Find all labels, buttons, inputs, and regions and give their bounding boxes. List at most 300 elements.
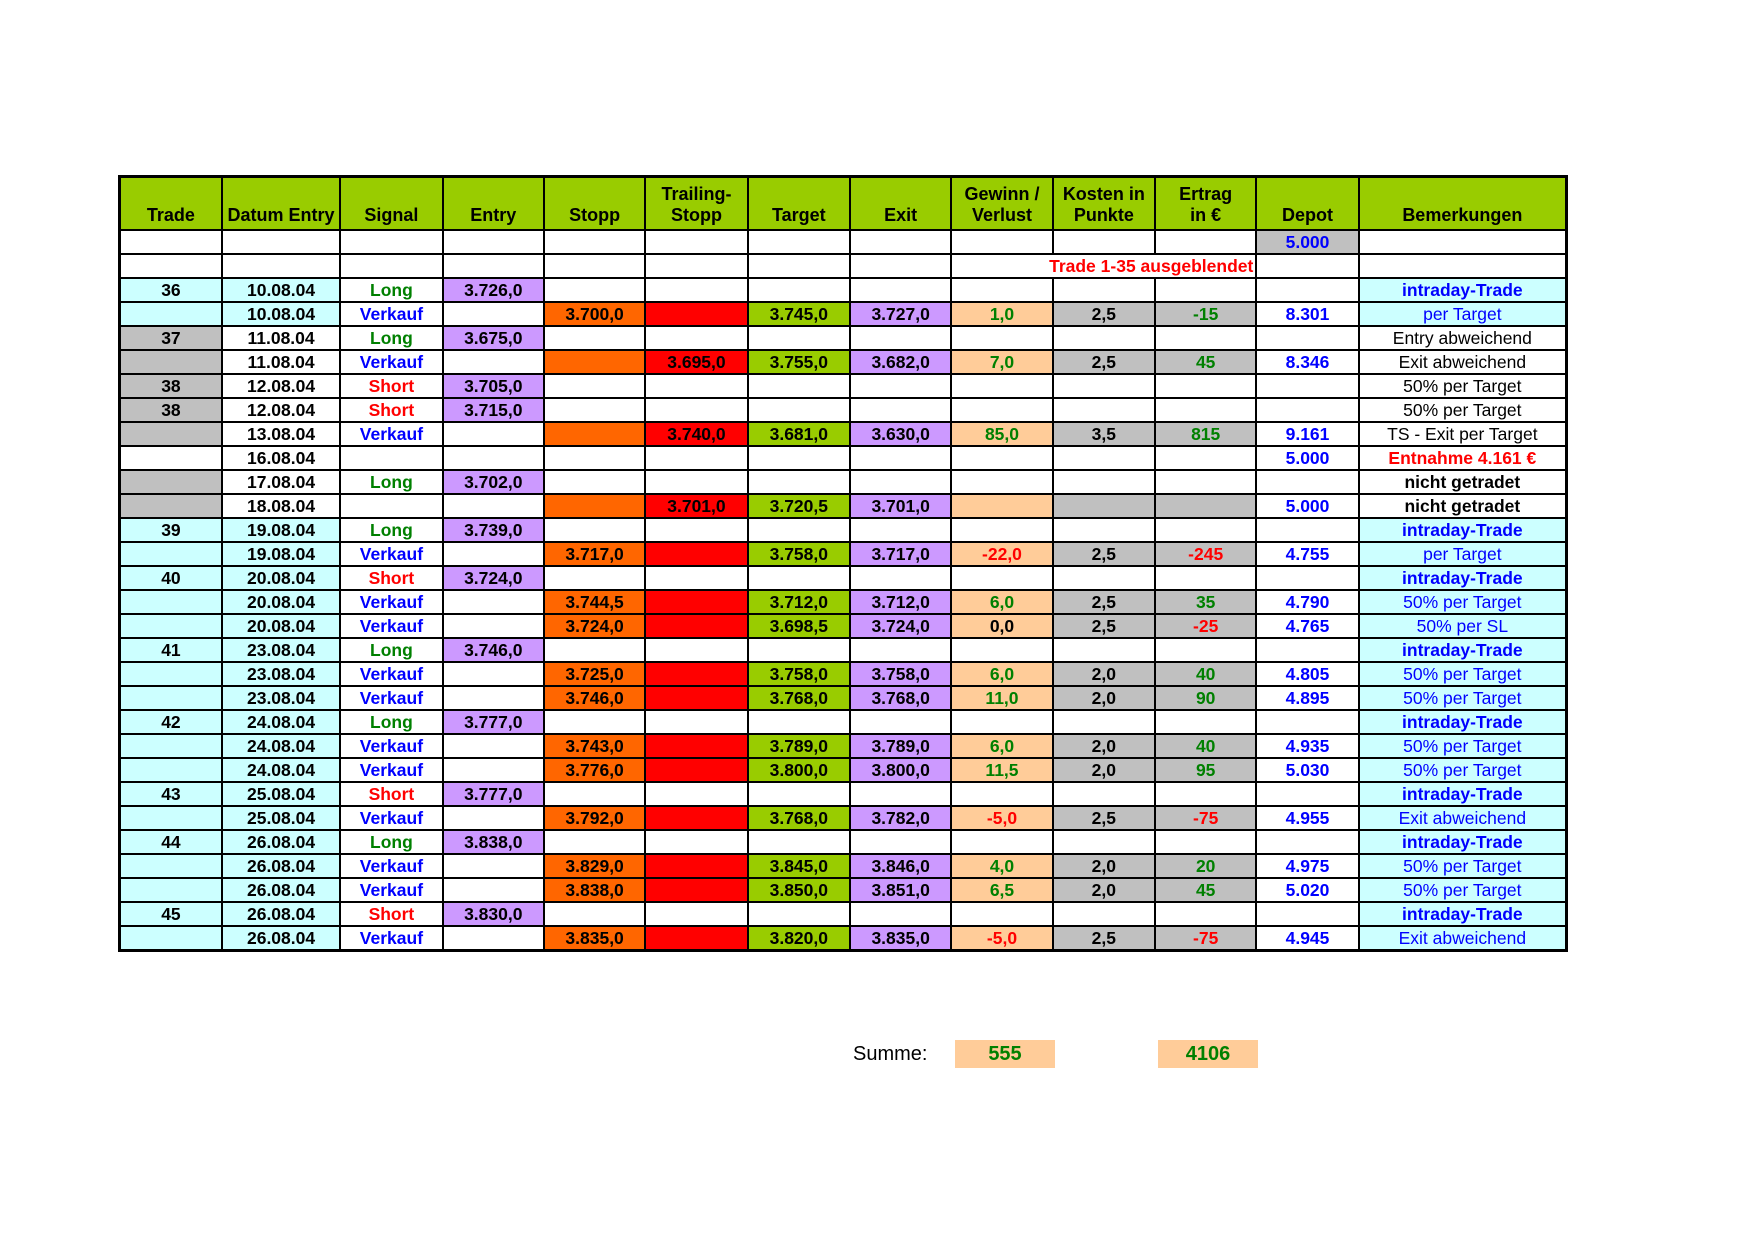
gewinn-verlust-cell[interactable]: -22,0 bbox=[951, 542, 1052, 566]
exit-cell[interactable] bbox=[850, 374, 951, 398]
signal-cell[interactable]: Verkauf bbox=[340, 542, 442, 566]
cell[interactable] bbox=[443, 230, 544, 254]
entry-cell[interactable] bbox=[443, 662, 544, 686]
gewinn-verlust-cell[interactable] bbox=[951, 446, 1052, 470]
exit-cell[interactable]: 3.768,0 bbox=[850, 686, 951, 710]
kosten-cell[interactable] bbox=[1053, 710, 1155, 734]
trade-number-cell[interactable] bbox=[120, 878, 222, 902]
trailing-stopp-cell[interactable]: 3.701,0 bbox=[645, 494, 747, 518]
depot-cell[interactable] bbox=[1256, 374, 1358, 398]
bemerkung-cell[interactable]: Exit abweichend bbox=[1359, 350, 1567, 374]
date-cell[interactable]: 13.08.04 bbox=[222, 422, 340, 446]
trade-number-cell[interactable] bbox=[120, 734, 222, 758]
ertrag-cell[interactable]: 95 bbox=[1155, 758, 1256, 782]
entry-cell[interactable]: 3.838,0 bbox=[443, 830, 544, 854]
ertrag-cell[interactable]: 90 bbox=[1155, 686, 1256, 710]
trailing-stopp-cell[interactable] bbox=[645, 518, 747, 542]
exit-cell[interactable]: 3.724,0 bbox=[850, 614, 951, 638]
kosten-cell[interactable] bbox=[1053, 398, 1155, 422]
depot-cell[interactable] bbox=[1256, 566, 1358, 590]
trade-number-cell[interactable] bbox=[120, 446, 222, 470]
gewinn-verlust-cell[interactable] bbox=[951, 494, 1052, 518]
bemerkung-cell[interactable]: intraday-Trade bbox=[1359, 782, 1567, 806]
date-cell[interactable]: 10.08.04 bbox=[222, 302, 340, 326]
depot-cell[interactable]: 4.975 bbox=[1256, 854, 1358, 878]
stopp-cell[interactable]: 3.700,0 bbox=[544, 302, 645, 326]
cell[interactable] bbox=[340, 230, 442, 254]
date-cell[interactable]: 20.08.04 bbox=[222, 566, 340, 590]
trailing-stopp-cell[interactable] bbox=[645, 758, 747, 782]
depot-cell[interactable]: 4.790 bbox=[1256, 590, 1358, 614]
gewinn-verlust-cell[interactable] bbox=[951, 710, 1052, 734]
cell[interactable] bbox=[645, 230, 747, 254]
bemerkung-cell[interactable]: 50% per Target bbox=[1359, 662, 1567, 686]
signal-cell[interactable]: Verkauf bbox=[340, 854, 442, 878]
signal-cell[interactable]: Verkauf bbox=[340, 422, 442, 446]
stopp-cell[interactable] bbox=[544, 470, 645, 494]
cell[interactable] bbox=[1053, 230, 1155, 254]
gewinn-verlust-cell[interactable] bbox=[951, 326, 1052, 350]
trade-number-cell[interactable] bbox=[120, 614, 222, 638]
kosten-cell[interactable]: 2,5 bbox=[1053, 542, 1155, 566]
depot-cell[interactable]: 5.000 bbox=[1256, 446, 1358, 470]
ertrag-cell[interactable]: -25 bbox=[1155, 614, 1256, 638]
bemerkung-cell[interactable]: nicht getradet bbox=[1359, 494, 1567, 518]
date-cell[interactable]: 12.08.04 bbox=[222, 374, 340, 398]
signal-cell[interactable]: Long bbox=[340, 470, 442, 494]
kosten-cell[interactable] bbox=[1053, 902, 1155, 926]
target-cell[interactable]: 3.758,0 bbox=[748, 662, 850, 686]
depot-cell[interactable] bbox=[1256, 398, 1358, 422]
entry-cell[interactable] bbox=[443, 926, 544, 951]
exit-cell[interactable]: 3.851,0 bbox=[850, 878, 951, 902]
entry-cell[interactable] bbox=[443, 734, 544, 758]
ertrag-cell[interactable] bbox=[1155, 902, 1256, 926]
ertrag-cell[interactable]: 45 bbox=[1155, 350, 1256, 374]
gewinn-verlust-cell[interactable] bbox=[951, 902, 1052, 926]
cell[interactable] bbox=[1359, 230, 1567, 254]
trailing-stopp-cell[interactable] bbox=[645, 590, 747, 614]
trade-number-cell[interactable]: 43 bbox=[120, 782, 222, 806]
trailing-stopp-cell[interactable] bbox=[645, 398, 747, 422]
exit-cell[interactable]: 3.717,0 bbox=[850, 542, 951, 566]
bemerkung-cell[interactable]: Exit abweichend bbox=[1359, 806, 1567, 830]
depot-cell[interactable]: 4.955 bbox=[1256, 806, 1358, 830]
signal-cell[interactable]: Verkauf bbox=[340, 758, 442, 782]
date-cell[interactable]: 23.08.04 bbox=[222, 662, 340, 686]
kosten-cell[interactable] bbox=[1053, 830, 1155, 854]
exit-cell[interactable] bbox=[850, 446, 951, 470]
signal-cell[interactable]: Short bbox=[340, 398, 442, 422]
gewinn-verlust-cell[interactable] bbox=[951, 518, 1052, 542]
signal-cell[interactable] bbox=[340, 446, 442, 470]
bemerkung-cell[interactable]: 50% per Target bbox=[1359, 758, 1567, 782]
bemerkung-cell[interactable]: 50% per Target bbox=[1359, 686, 1567, 710]
signal-cell[interactable]: Verkauf bbox=[340, 806, 442, 830]
date-cell[interactable]: 25.08.04 bbox=[222, 782, 340, 806]
signal-cell[interactable]: Long bbox=[340, 638, 442, 662]
date-cell[interactable]: 10.08.04 bbox=[222, 278, 340, 302]
entry-cell[interactable] bbox=[443, 302, 544, 326]
entry-cell[interactable]: 3.675,0 bbox=[443, 326, 544, 350]
stopp-cell[interactable]: 3.717,0 bbox=[544, 542, 645, 566]
entry-cell[interactable]: 3.724,0 bbox=[443, 566, 544, 590]
target-cell[interactable]: 3.789,0 bbox=[748, 734, 850, 758]
cell[interactable] bbox=[222, 230, 340, 254]
kosten-cell[interactable]: 2,5 bbox=[1053, 614, 1155, 638]
entry-cell[interactable]: 3.705,0 bbox=[443, 374, 544, 398]
stopp-cell[interactable] bbox=[544, 398, 645, 422]
target-cell[interactable]: 3.720,5 bbox=[748, 494, 850, 518]
cell[interactable] bbox=[748, 254, 850, 278]
kosten-cell[interactable] bbox=[1053, 374, 1155, 398]
ertrag-cell[interactable]: 815 bbox=[1155, 422, 1256, 446]
cell[interactable] bbox=[645, 254, 747, 278]
entry-cell[interactable] bbox=[443, 854, 544, 878]
stopp-cell[interactable] bbox=[544, 830, 645, 854]
depot-cell[interactable]: 4.765 bbox=[1256, 614, 1358, 638]
stopp-cell[interactable] bbox=[544, 902, 645, 926]
cell[interactable] bbox=[1256, 254, 1358, 278]
trailing-stopp-cell[interactable] bbox=[645, 854, 747, 878]
header-cell[interactable]: Kosten in Punkte bbox=[1053, 177, 1155, 231]
signal-cell[interactable]: Verkauf bbox=[340, 734, 442, 758]
exit-cell[interactable]: 3.712,0 bbox=[850, 590, 951, 614]
trade-number-cell[interactable] bbox=[120, 350, 222, 374]
exit-cell[interactable]: 3.800,0 bbox=[850, 758, 951, 782]
cell[interactable] bbox=[850, 230, 951, 254]
signal-cell[interactable]: Verkauf bbox=[340, 686, 442, 710]
trailing-stopp-cell[interactable] bbox=[645, 638, 747, 662]
trailing-stopp-cell[interactable] bbox=[645, 926, 747, 951]
bemerkung-cell[interactable]: intraday-Trade bbox=[1359, 518, 1567, 542]
trade-number-cell[interactable] bbox=[120, 470, 222, 494]
trade-number-cell[interactable]: 39 bbox=[120, 518, 222, 542]
signal-cell[interactable]: Verkauf bbox=[340, 614, 442, 638]
kosten-cell[interactable] bbox=[1053, 326, 1155, 350]
date-cell[interactable]: 24.08.04 bbox=[222, 710, 340, 734]
exit-cell[interactable] bbox=[850, 710, 951, 734]
kosten-cell[interactable] bbox=[1053, 566, 1155, 590]
bemerkung-cell[interactable]: 50% per Target bbox=[1359, 398, 1567, 422]
trailing-stopp-cell[interactable] bbox=[645, 470, 747, 494]
signal-cell[interactable]: Verkauf bbox=[340, 926, 442, 951]
gewinn-verlust-cell[interactable] bbox=[951, 566, 1052, 590]
signal-cell[interactable]: Verkauf bbox=[340, 302, 442, 326]
trade-number-cell[interactable]: 38 bbox=[120, 398, 222, 422]
target-cell[interactable] bbox=[748, 374, 850, 398]
depot-cell[interactable]: 5.030 bbox=[1256, 758, 1358, 782]
stopp-cell[interactable] bbox=[544, 710, 645, 734]
gewinn-verlust-cell[interactable]: 1,0 bbox=[951, 302, 1052, 326]
ertrag-cell[interactable]: 35 bbox=[1155, 590, 1256, 614]
header-cell[interactable]: Trade bbox=[120, 177, 222, 231]
date-cell[interactable]: 26.08.04 bbox=[222, 902, 340, 926]
kosten-cell[interactable]: 2,5 bbox=[1053, 806, 1155, 830]
trailing-stopp-cell[interactable] bbox=[645, 830, 747, 854]
ertrag-cell[interactable] bbox=[1155, 374, 1256, 398]
trade-number-cell[interactable]: 42 bbox=[120, 710, 222, 734]
target-cell[interactable]: 3.745,0 bbox=[748, 302, 850, 326]
kosten-cell[interactable]: 3,5 bbox=[1053, 422, 1155, 446]
entry-cell[interactable] bbox=[443, 494, 544, 518]
ertrag-cell[interactable]: -15 bbox=[1155, 302, 1256, 326]
cell[interactable] bbox=[1155, 230, 1256, 254]
bemerkung-cell[interactable]: intraday-Trade bbox=[1359, 566, 1567, 590]
trailing-stopp-cell[interactable] bbox=[645, 614, 747, 638]
kosten-cell[interactable]: 2,0 bbox=[1053, 878, 1155, 902]
cell[interactable] bbox=[120, 230, 222, 254]
depot-cell[interactable] bbox=[1256, 638, 1358, 662]
cell[interactable] bbox=[120, 254, 222, 278]
ertrag-cell[interactable] bbox=[1155, 638, 1256, 662]
gewinn-verlust-cell[interactable] bbox=[951, 782, 1052, 806]
target-cell[interactable] bbox=[748, 830, 850, 854]
exit-cell[interactable] bbox=[850, 518, 951, 542]
exit-cell[interactable] bbox=[850, 638, 951, 662]
header-cell[interactable]: Signal bbox=[340, 177, 442, 231]
exit-cell[interactable] bbox=[850, 902, 951, 926]
target-cell[interactable]: 3.698,5 bbox=[748, 614, 850, 638]
ertrag-cell[interactable]: 20 bbox=[1155, 854, 1256, 878]
ertrag-cell[interactable] bbox=[1155, 470, 1256, 494]
exit-cell[interactable]: 3.835,0 bbox=[850, 926, 951, 951]
depot-cell[interactable]: 4.755 bbox=[1256, 542, 1358, 566]
kosten-cell[interactable]: 2,0 bbox=[1053, 686, 1155, 710]
entry-cell[interactable]: 3.746,0 bbox=[443, 638, 544, 662]
target-cell[interactable] bbox=[748, 326, 850, 350]
kosten-cell[interactable] bbox=[1053, 278, 1155, 302]
header-cell[interactable]: Gewinn / Verlust bbox=[951, 177, 1052, 231]
entry-cell[interactable] bbox=[443, 878, 544, 902]
gewinn-verlust-cell[interactable] bbox=[951, 470, 1052, 494]
cell[interactable] bbox=[340, 254, 442, 278]
signal-cell[interactable]: Verkauf bbox=[340, 350, 442, 374]
date-cell[interactable]: 11.08.04 bbox=[222, 326, 340, 350]
stopp-cell[interactable]: 3.835,0 bbox=[544, 926, 645, 951]
exit-cell[interactable] bbox=[850, 278, 951, 302]
trailing-stopp-cell[interactable] bbox=[645, 302, 747, 326]
kosten-cell[interactable]: 2,0 bbox=[1053, 662, 1155, 686]
gewinn-verlust-cell[interactable]: 6,5 bbox=[951, 878, 1052, 902]
header-cell[interactable]: Exit bbox=[850, 177, 951, 231]
depot-cell[interactable]: 5.020 bbox=[1256, 878, 1358, 902]
gewinn-verlust-cell[interactable]: 0,0 bbox=[951, 614, 1052, 638]
gewinn-verlust-cell[interactable] bbox=[951, 830, 1052, 854]
gewinn-verlust-cell[interactable] bbox=[951, 638, 1052, 662]
date-cell[interactable]: 25.08.04 bbox=[222, 806, 340, 830]
stopp-cell[interactable] bbox=[544, 374, 645, 398]
depot-cell[interactable] bbox=[1256, 470, 1358, 494]
stopp-cell[interactable]: 3.838,0 bbox=[544, 878, 645, 902]
gewinn-verlust-cell[interactable]: 6,0 bbox=[951, 662, 1052, 686]
date-cell[interactable]: 16.08.04 bbox=[222, 446, 340, 470]
target-cell[interactable]: 3.712,0 bbox=[748, 590, 850, 614]
gewinn-verlust-cell[interactable] bbox=[951, 278, 1052, 302]
entry-cell[interactable] bbox=[443, 614, 544, 638]
stopp-cell[interactable]: 3.743,0 bbox=[544, 734, 645, 758]
kosten-cell[interactable] bbox=[1053, 494, 1155, 518]
bemerkung-cell[interactable]: intraday-Trade bbox=[1359, 638, 1567, 662]
header-cell[interactable]: Trailing- Stopp bbox=[645, 177, 747, 231]
trailing-stopp-cell[interactable] bbox=[645, 902, 747, 926]
signal-cell[interactable]: Verkauf bbox=[340, 662, 442, 686]
stopp-cell[interactable]: 3.792,0 bbox=[544, 806, 645, 830]
ertrag-cell[interactable] bbox=[1155, 494, 1256, 518]
cell[interactable] bbox=[748, 230, 850, 254]
stopp-cell[interactable]: 3.776,0 bbox=[544, 758, 645, 782]
entry-cell[interactable]: 3.777,0 bbox=[443, 782, 544, 806]
exit-cell[interactable] bbox=[850, 566, 951, 590]
bemerkung-cell[interactable]: 50% per Target bbox=[1359, 590, 1567, 614]
bemerkung-cell[interactable]: intraday-Trade bbox=[1359, 830, 1567, 854]
depot-cell[interactable]: 4.895 bbox=[1256, 686, 1358, 710]
depot-cell[interactable] bbox=[1256, 518, 1358, 542]
trade-number-cell[interactable] bbox=[120, 686, 222, 710]
trade-number-cell[interactable] bbox=[120, 854, 222, 878]
depot-cell[interactable]: 8.346 bbox=[1256, 350, 1358, 374]
entry-cell[interactable]: 3.702,0 bbox=[443, 470, 544, 494]
signal-cell[interactable]: Verkauf bbox=[340, 878, 442, 902]
signal-cell[interactable]: Short bbox=[340, 566, 442, 590]
signal-cell[interactable] bbox=[340, 494, 442, 518]
kosten-cell[interactable]: 2,5 bbox=[1053, 590, 1155, 614]
target-cell[interactable]: 3.758,0 bbox=[748, 542, 850, 566]
ertrag-cell[interactable]: -75 bbox=[1155, 926, 1256, 951]
entry-cell[interactable]: 3.726,0 bbox=[443, 278, 544, 302]
exit-cell[interactable]: 3.682,0 bbox=[850, 350, 951, 374]
depot-cell[interactable]: 4.945 bbox=[1256, 926, 1358, 951]
depot-cell[interactable]: 5.000 bbox=[1256, 494, 1358, 518]
trade-number-cell[interactable] bbox=[120, 494, 222, 518]
date-cell[interactable]: 19.08.04 bbox=[222, 542, 340, 566]
bemerkung-cell[interactable]: intraday-Trade bbox=[1359, 902, 1567, 926]
header-cell[interactable]: Stopp bbox=[544, 177, 645, 231]
date-cell[interactable]: 26.08.04 bbox=[222, 878, 340, 902]
start-depot-cell[interactable]: 5.000 bbox=[1256, 230, 1358, 254]
trade-number-cell[interactable] bbox=[120, 542, 222, 566]
ertrag-cell[interactable]: 45 bbox=[1155, 878, 1256, 902]
target-cell[interactable] bbox=[748, 518, 850, 542]
stopp-cell[interactable]: 3.829,0 bbox=[544, 854, 645, 878]
trade-number-cell[interactable] bbox=[120, 926, 222, 951]
bemerkung-cell[interactable]: 50% per Target bbox=[1359, 854, 1567, 878]
entry-cell[interactable]: 3.830,0 bbox=[443, 902, 544, 926]
target-cell[interactable]: 3.845,0 bbox=[748, 854, 850, 878]
gewinn-verlust-cell[interactable]: 11,5 bbox=[951, 758, 1052, 782]
kosten-cell[interactable] bbox=[1053, 782, 1155, 806]
stopp-cell[interactable] bbox=[544, 446, 645, 470]
exit-cell[interactable] bbox=[850, 326, 951, 350]
ertrag-cell[interactable]: -245 bbox=[1155, 542, 1256, 566]
kosten-cell[interactable]: 2,0 bbox=[1053, 854, 1155, 878]
trailing-stopp-cell[interactable] bbox=[645, 662, 747, 686]
header-cell[interactable]: Target bbox=[748, 177, 850, 231]
stopp-cell[interactable]: 3.725,0 bbox=[544, 662, 645, 686]
stopp-cell[interactable]: 3.724,0 bbox=[544, 614, 645, 638]
gewinn-verlust-cell[interactable] bbox=[951, 374, 1052, 398]
summe-ertrag[interactable]: 4106 bbox=[1158, 1040, 1258, 1068]
target-cell[interactable]: 3.768,0 bbox=[748, 806, 850, 830]
stopp-cell[interactable] bbox=[544, 782, 645, 806]
signal-cell[interactable]: Verkauf bbox=[340, 590, 442, 614]
date-cell[interactable]: 26.08.04 bbox=[222, 830, 340, 854]
trade-number-cell[interactable] bbox=[120, 422, 222, 446]
depot-cell[interactable] bbox=[1256, 278, 1358, 302]
stopp-cell[interactable] bbox=[544, 278, 645, 302]
signal-cell[interactable]: Short bbox=[340, 782, 442, 806]
bemerkung-cell[interactable]: Entry abweichend bbox=[1359, 326, 1567, 350]
kosten-cell[interactable] bbox=[1053, 470, 1155, 494]
ertrag-cell[interactable] bbox=[1155, 278, 1256, 302]
trade-number-cell[interactable]: 45 bbox=[120, 902, 222, 926]
trade-number-cell[interactable]: 41 bbox=[120, 638, 222, 662]
target-cell[interactable]: 3.850,0 bbox=[748, 878, 850, 902]
date-cell[interactable]: 26.08.04 bbox=[222, 926, 340, 951]
exit-cell[interactable]: 3.701,0 bbox=[850, 494, 951, 518]
kosten-cell[interactable]: 2,5 bbox=[1053, 926, 1155, 951]
gewinn-verlust-cell[interactable]: 7,0 bbox=[951, 350, 1052, 374]
trade-number-cell[interactable]: 37 bbox=[120, 326, 222, 350]
date-cell[interactable]: 11.08.04 bbox=[222, 350, 340, 374]
exit-cell[interactable]: 3.630,0 bbox=[850, 422, 951, 446]
kosten-cell[interactable]: 2,0 bbox=[1053, 734, 1155, 758]
trailing-stopp-cell[interactable] bbox=[645, 806, 747, 830]
exit-cell[interactable]: 3.758,0 bbox=[850, 662, 951, 686]
trailing-stopp-cell[interactable] bbox=[645, 878, 747, 902]
depot-cell[interactable] bbox=[1256, 782, 1358, 806]
date-cell[interactable]: 24.08.04 bbox=[222, 734, 340, 758]
trade-number-cell[interactable]: 36 bbox=[120, 278, 222, 302]
depot-cell[interactable]: 9.161 bbox=[1256, 422, 1358, 446]
entry-cell[interactable] bbox=[443, 446, 544, 470]
entry-cell[interactable] bbox=[443, 422, 544, 446]
ertrag-cell[interactable] bbox=[1155, 782, 1256, 806]
exit-cell[interactable]: 3.846,0 bbox=[850, 854, 951, 878]
entry-cell[interactable] bbox=[443, 590, 544, 614]
entry-cell[interactable] bbox=[443, 350, 544, 374]
trade-number-cell[interactable] bbox=[120, 590, 222, 614]
entry-cell[interactable]: 3.777,0 bbox=[443, 710, 544, 734]
cell[interactable] bbox=[443, 254, 544, 278]
date-cell[interactable]: 17.08.04 bbox=[222, 470, 340, 494]
bemerkung-cell[interactable]: 50% per Target bbox=[1359, 878, 1567, 902]
gewinn-verlust-cell[interactable]: -5,0 bbox=[951, 806, 1052, 830]
target-cell[interactable] bbox=[748, 902, 850, 926]
signal-cell[interactable]: Long bbox=[340, 830, 442, 854]
exit-cell[interactable]: 3.727,0 bbox=[850, 302, 951, 326]
hidden-trades-note[interactable]: Trade 1-35 ausgeblendet bbox=[951, 254, 1256, 278]
trade-number-cell[interactable] bbox=[120, 662, 222, 686]
stopp-cell[interactable] bbox=[544, 422, 645, 446]
date-cell[interactable]: 23.08.04 bbox=[222, 686, 340, 710]
ertrag-cell[interactable] bbox=[1155, 518, 1256, 542]
date-cell[interactable]: 20.08.04 bbox=[222, 614, 340, 638]
target-cell[interactable]: 3.681,0 bbox=[748, 422, 850, 446]
depot-cell[interactable] bbox=[1256, 902, 1358, 926]
trailing-stopp-cell[interactable] bbox=[645, 542, 747, 566]
header-cell[interactable]: Entry bbox=[443, 177, 544, 231]
depot-cell[interactable] bbox=[1256, 830, 1358, 854]
signal-cell[interactable]: Long bbox=[340, 278, 442, 302]
ertrag-cell[interactable] bbox=[1155, 830, 1256, 854]
exit-cell[interactable] bbox=[850, 782, 951, 806]
signal-cell[interactable]: Short bbox=[340, 374, 442, 398]
entry-cell[interactable] bbox=[443, 686, 544, 710]
date-cell[interactable]: 24.08.04 bbox=[222, 758, 340, 782]
cell[interactable] bbox=[544, 254, 645, 278]
target-cell[interactable] bbox=[748, 638, 850, 662]
